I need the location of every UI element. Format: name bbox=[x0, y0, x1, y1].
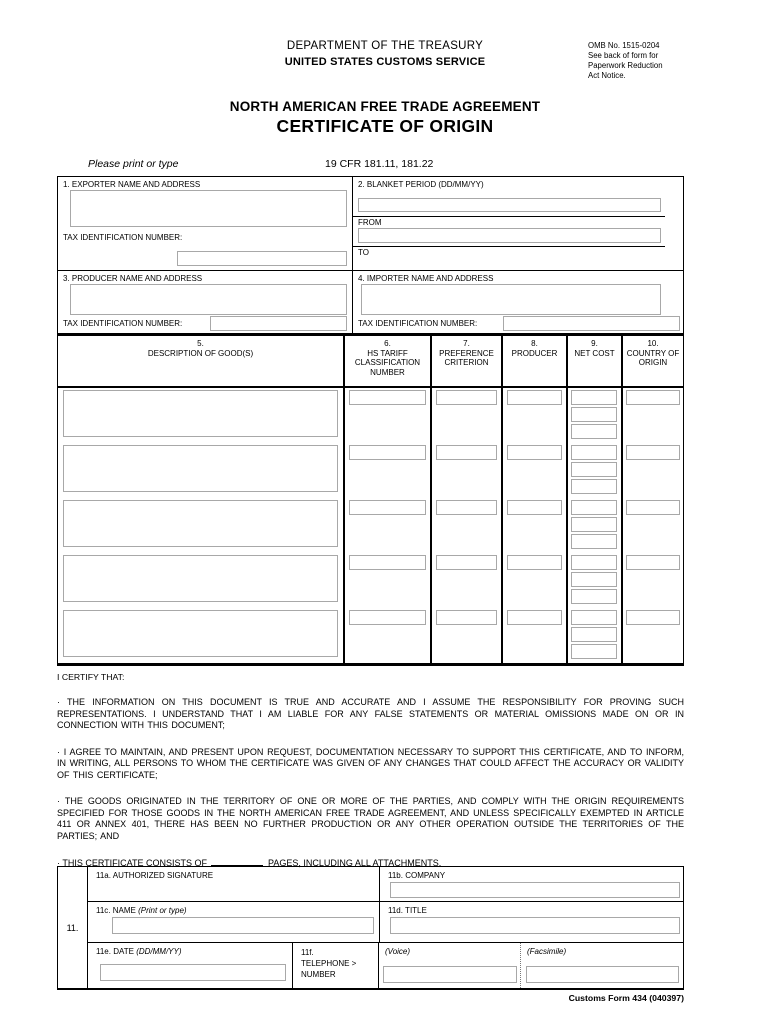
cfr-reference: 19 CFR 181.11, 181.22 bbox=[325, 158, 434, 170]
omb-note-line: Paperwork Reduction bbox=[588, 61, 663, 70]
importer-name-address-input[interactable] bbox=[361, 284, 661, 315]
net-cost-input[interactable] bbox=[571, 572, 617, 587]
net-cost-input[interactable] bbox=[571, 534, 617, 549]
divider bbox=[353, 216, 665, 217]
name-input[interactable] bbox=[112, 917, 374, 934]
country-of-origin-input[interactable] bbox=[626, 390, 680, 405]
omb-note-line: Act Notice. bbox=[588, 71, 626, 80]
country-of-origin-input[interactable] bbox=[626, 555, 680, 570]
net-cost-input[interactable] bbox=[571, 390, 617, 405]
pages-count-blank[interactable] bbox=[211, 855, 263, 866]
blanket-period-label: 2. BLANKET PERIOD (DD/MM/YY) bbox=[358, 180, 484, 189]
net-cost-input[interactable] bbox=[571, 500, 617, 515]
description-of-goods-input[interactable] bbox=[63, 610, 338, 657]
telephone-label: 11f. TELEPHONE > NUMBER bbox=[301, 948, 357, 979]
title-label: 11d. TITLE bbox=[388, 906, 427, 915]
date-cell bbox=[88, 943, 293, 988]
importer-tax-id-input[interactable] bbox=[503, 316, 680, 331]
certification-section bbox=[57, 663, 684, 868]
date-label: 11e. DATE (DD/MM/YY) bbox=[96, 947, 182, 956]
col-header-preference-criterion: 7. PREFERENCE CRITERION bbox=[430, 336, 501, 386]
hs-tariff-input[interactable] bbox=[349, 500, 426, 515]
net-cost-input[interactable] bbox=[571, 610, 617, 625]
form-title: NORTH AMERICAN FREE TRADE AGREEMENT bbox=[229, 99, 541, 114]
name-label: 11c. NAME (Print or type) bbox=[96, 906, 187, 915]
importer-tax-id-label: TAX IDENTIFICATION NUMBER: bbox=[358, 319, 478, 328]
preference-criterion-input[interactable] bbox=[436, 390, 497, 405]
goods-row bbox=[58, 388, 683, 443]
pages-statement: · THIS CERTIFICATE CONSISTS OF PAGES, INCLUDING ALL ATTACHMENTS. bbox=[57, 855, 684, 868]
goods-table bbox=[57, 334, 684, 666]
certify-clause: · THE INFORMATION ON THIS DOCUMENT IS TRUE AND ACCURATE AND I ASSUME THE RESPONSIBILITY FOR PROVING SUCH REPRESENTATIONS. I UNDERSTAND THAT I AM LIABLE FOR ANY FALSE STATEMENTS OR MATERIAL OMISSIONS MADE ON OR IN CONNECTION WITH THIS DOCUMENT; bbox=[57, 697, 684, 730]
goods-row bbox=[58, 608, 683, 663]
omb-notice bbox=[588, 41, 688, 81]
importer-label: 4. IMPORTER NAME AND ADDRESS bbox=[358, 274, 494, 283]
producer-input[interactable] bbox=[507, 390, 562, 405]
company-label: 11b. COMPANY bbox=[388, 871, 446, 880]
goods-row bbox=[58, 498, 683, 553]
description-of-goods-input[interactable] bbox=[63, 445, 338, 492]
net-cost-input[interactable] bbox=[571, 627, 617, 642]
divider bbox=[353, 246, 665, 247]
customs-service-title: UNITED STATES CUSTOMS SERVICE bbox=[284, 56, 486, 68]
description-of-goods-input[interactable] bbox=[63, 555, 338, 602]
preference-criterion-input[interactable] bbox=[436, 445, 497, 460]
hs-tariff-input[interactable] bbox=[349, 445, 426, 460]
exporter-tax-id-input[interactable] bbox=[177, 251, 347, 266]
authorized-signature-cell[interactable] bbox=[88, 867, 380, 901]
col-header-producer: 8. PRODUCER bbox=[501, 336, 566, 386]
col-header-country-of-origin: 10. COUNTRY OF ORIGIN bbox=[621, 336, 683, 386]
goods-row bbox=[58, 553, 683, 608]
facsimile-phone-input[interactable] bbox=[526, 966, 679, 983]
col-header-net-cost: 9. NET COST bbox=[566, 336, 621, 386]
country-of-origin-input[interactable] bbox=[626, 445, 680, 460]
preference-criterion-input[interactable] bbox=[436, 555, 497, 570]
title-cell bbox=[380, 902, 683, 942]
description-of-goods-input[interactable] bbox=[63, 500, 338, 547]
net-cost-input[interactable] bbox=[571, 424, 617, 439]
country-of-origin-input[interactable] bbox=[626, 610, 680, 625]
print-or-type-note: Please print or type bbox=[88, 158, 179, 170]
net-cost-input[interactable] bbox=[571, 555, 617, 570]
blanket-period-from-input[interactable] bbox=[358, 198, 661, 212]
date-input[interactable] bbox=[100, 964, 286, 981]
producer-input[interactable] bbox=[507, 555, 562, 570]
exporter-label: 1. EXPORTER NAME AND ADDRESS bbox=[63, 180, 201, 189]
net-cost-input[interactable] bbox=[571, 517, 617, 532]
telephone-cell bbox=[293, 943, 379, 988]
certify-clause: · THE GOODS ORIGINATED IN THE TERRITORY OF ONE OR MORE OF THE PARTIES, AND COMPLY WITH THE ORIGIN REQUIREMENTS SPECIFIED FOR THOSE GOODS IN THE NORTH AMERICAN FREE TRADE AGREEMENT, AND UNLESS SPECIFICALLY EXEMPTED IN ARTICLE 411 OR ANNEX 401, THERE HAS BEEN NO FURTHER PRODUCTION OR ANY OTHER OPERATION OUTSIDE THE TERRITORIES OF THE PARTIES; AND bbox=[57, 796, 684, 841]
signature-section bbox=[57, 866, 684, 990]
country-of-origin-input[interactable] bbox=[626, 500, 680, 515]
hs-tariff-input[interactable] bbox=[349, 610, 426, 625]
net-cost-input[interactable] bbox=[571, 479, 617, 494]
exporter-name-address-input[interactable] bbox=[70, 190, 347, 227]
company-cell bbox=[380, 867, 683, 901]
net-cost-input[interactable] bbox=[571, 462, 617, 477]
goods-table-header bbox=[58, 336, 683, 388]
col-header-description: 5. DESCRIPTION OF GOOD(S) bbox=[147, 339, 254, 358]
preference-criterion-input[interactable] bbox=[436, 610, 497, 625]
producer-tax-id-label: TAX IDENTIFICATION NUMBER: bbox=[63, 319, 183, 328]
net-cost-input[interactable] bbox=[571, 445, 617, 460]
parties-section bbox=[57, 176, 684, 334]
department-title: DEPARTMENT OF THE TREASURY bbox=[286, 40, 484, 52]
net-cost-input[interactable] bbox=[571, 644, 617, 659]
producer-tax-id-input[interactable] bbox=[210, 316, 347, 331]
form-subtitle: CERTIFICATE OF ORIGIN bbox=[276, 116, 494, 136]
producer-cell bbox=[58, 271, 353, 333]
certify-heading: I CERTIFY THAT: bbox=[57, 672, 125, 682]
voice-phone-input[interactable] bbox=[383, 966, 517, 983]
net-cost-input[interactable] bbox=[571, 589, 617, 604]
producer-input[interactable] bbox=[507, 610, 562, 625]
hs-tariff-input[interactable] bbox=[349, 390, 426, 405]
blanket-period-cell bbox=[353, 177, 683, 271]
goods-row bbox=[58, 443, 683, 498]
authorized-signature-label: 11a. AUTHORIZED SIGNATURE bbox=[96, 871, 214, 880]
facsimile-cell bbox=[521, 943, 683, 988]
hs-tariff-input[interactable] bbox=[349, 555, 426, 570]
facsimile-label: (Facsimile) bbox=[527, 947, 567, 956]
description-of-goods-input[interactable] bbox=[63, 390, 338, 437]
omb-number: OMB No. 1515-0204 bbox=[588, 41, 660, 50]
producer-name-address-input[interactable] bbox=[70, 284, 347, 315]
from-label: FROM bbox=[358, 218, 382, 227]
voice-label: (Voice) bbox=[385, 947, 411, 956]
title-input[interactable] bbox=[390, 917, 680, 934]
net-cost-input[interactable] bbox=[571, 407, 617, 422]
to-label: TO bbox=[358, 248, 369, 257]
field-11-number: 11. bbox=[58, 867, 88, 988]
blanket-period-to-input[interactable] bbox=[358, 228, 661, 243]
name-cell bbox=[88, 902, 380, 942]
exporter-tax-id-label: TAX IDENTIFICATION NUMBER: bbox=[63, 233, 183, 242]
goods-table-body bbox=[58, 388, 683, 663]
producer-input[interactable] bbox=[507, 500, 562, 515]
certify-clause: · I AGREE TO MAINTAIN, AND PRESENT UPON REQUEST, DOCUMENTATION NECESSARY TO SUPPORT THIS CERTIFICATE, AND TO INFORM, IN WRITING, ALL PERSONS TO WHOM THE CERTIFICATE WAS GIVEN OF ANY CHANGES THAT COULD AFFECT THE ACCURACY OR VALIDITY OF THIS CERTIFICATE; bbox=[57, 746, 684, 780]
exporter-cell bbox=[58, 177, 353, 271]
col-header-hs-tariff: 6. HS TARIFF CLASSIFICATION NUMBER bbox=[343, 336, 430, 386]
voice-cell bbox=[379, 943, 521, 988]
importer-cell bbox=[353, 271, 683, 333]
omb-note-line: See back of form for bbox=[588, 51, 659, 60]
producer-label: 3. PRODUCER NAME AND ADDRESS bbox=[63, 274, 203, 283]
producer-input[interactable] bbox=[507, 445, 562, 460]
preference-criterion-input[interactable] bbox=[436, 500, 497, 515]
form-number: Customs Form 434 (040397) bbox=[568, 993, 684, 1003]
company-input[interactable] bbox=[390, 882, 680, 898]
